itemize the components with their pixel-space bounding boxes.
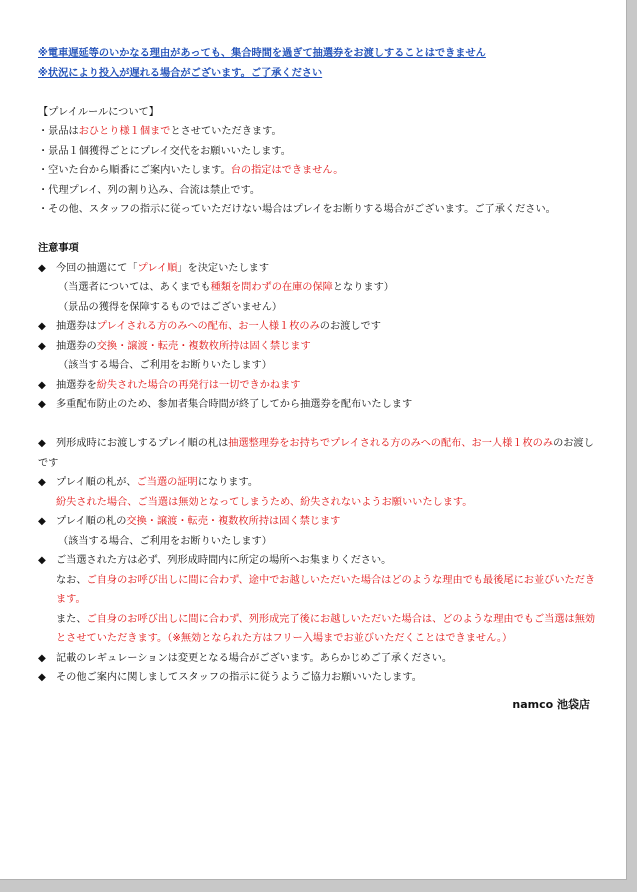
rule-proxy: ・代理プレイ、列の割り込み、合流は禁止です。 [38, 184, 261, 196]
rule-prize-limit: ・景品はおひとり様１個までとさせていただきます。 [38, 126, 282, 137]
queue-invalid: また、ご自身のお呼び出しに間に合わず、列形成完了後にお越しいただいた場合は、どのような理由でもご当選は無効とさせていただきます。（※無効となられた方はフリー入場までお並びいただくことはできません。） [56, 613, 596, 644]
diamond-icon: ◆ [38, 672, 46, 683]
notice-delay: ※電車遅延等のいかなる理由があっても、集合時間を過ぎて抽選券をお渡しすることはできません [38, 48, 486, 59]
diamond-icon: ◆ [38, 477, 46, 488]
rule-machine: ・空いた台から順番にご案内いたします。台の指定はできません。 [38, 165, 344, 176]
diamond-icon: ◆ [38, 321, 46, 332]
rule-staff: ・その他、スタッフの指示に従っていただけない場合はプレイをお断りする場合がございます。ご了承ください。 [38, 204, 556, 215]
queue-refuse: （該当する場合、ご利用をお断りいたします） [58, 535, 272, 547]
note-stock: （当選者については、あくまでも種類を問わずの在庫の保障となります） [58, 282, 394, 293]
note-ticket-transfer: ◆ 抽選券の交換・譲渡・転売・複数枚所持は固く禁じます [38, 337, 598, 357]
notes-heading: 注意事項 [38, 243, 79, 254]
rules-heading: 【プレイルールについて】 [38, 106, 159, 118]
notice-late-stock: ※状況により投入が遅れる場合がございます。ご了承ください [38, 67, 323, 79]
queue-regulation: ◆ 記載のレギュレーションは変更となる場合がございます。あらかじめご了承ください。 [38, 649, 598, 669]
queue-cooperation: ◆ その他ご案内に関しましてスタッフの指示に従うようご協力お願いいたします。 [38, 668, 598, 688]
queue-proof: ◆ プレイ順の札が、ご当選の証明になります。 [38, 473, 598, 493]
note-ticket-one: ◆ 抽選券はプレイされる方のみへの配布、お一人様１枚のみのお渡しです [38, 317, 598, 337]
note-refuse: （該当する場合、ご利用をお断りいたします） [58, 360, 272, 371]
note-lost: ◆ 抽選券を紛失された場合の再発行は一切できかねます [38, 376, 598, 396]
rule-swap: ・景品１個獲得ごとにプレイ交代をお願いいたします。 [38, 145, 291, 157]
store-signature: namco 池袋店 [512, 698, 590, 711]
note-play-order: ◆ 今回の抽選にて「プレイ順」を決定いたします [38, 259, 598, 279]
queue-lost-warning: 紛失された場合、ご当選は無効となってしまうため、紛失されないようお願いいたします。 [56, 496, 473, 508]
queue-late-arrival: なお、ご自身のお呼び出しに間に合わず、途中でお越しいただいた場合はどのような理由でも最後尾にお並びいただきます。 [56, 574, 596, 605]
note-distribution: ◆ 多重配布防止のため、参加者集合時間が終了してから抽選券を配布いたします [38, 395, 598, 415]
queue-gather: ◆ ご当選された方は必ず、列形成時間内に所定の場所へお集まりください。 [38, 551, 598, 571]
diamond-icon: ◆ [38, 652, 46, 664]
diamond-icon: ◆ [38, 555, 46, 566]
queue-ticket-note: ◆ 列形成時にお渡しするプレイ順の札は抽選整理券をお持ちでプレイされる方のみへの配布、お一人様１枚のみのお渡しです [38, 434, 598, 473]
diamond-icon: ◆ [38, 399, 46, 410]
diamond-icon: ◆ [38, 379, 46, 391]
diamond-icon: ◆ [38, 262, 46, 274]
diamond-icon: ◆ [38, 516, 46, 527]
diamond-icon: ◆ [38, 438, 46, 449]
queue-transfer: ◆ プレイ順の札の交換・譲渡・転売・複数枚所持は固く禁じます [38, 512, 598, 532]
diamond-icon: ◆ [38, 340, 46, 352]
note-no-guarantee: （景品の獲得を保障するものではございません） [58, 301, 283, 313]
document-content [38, 44, 598, 688]
